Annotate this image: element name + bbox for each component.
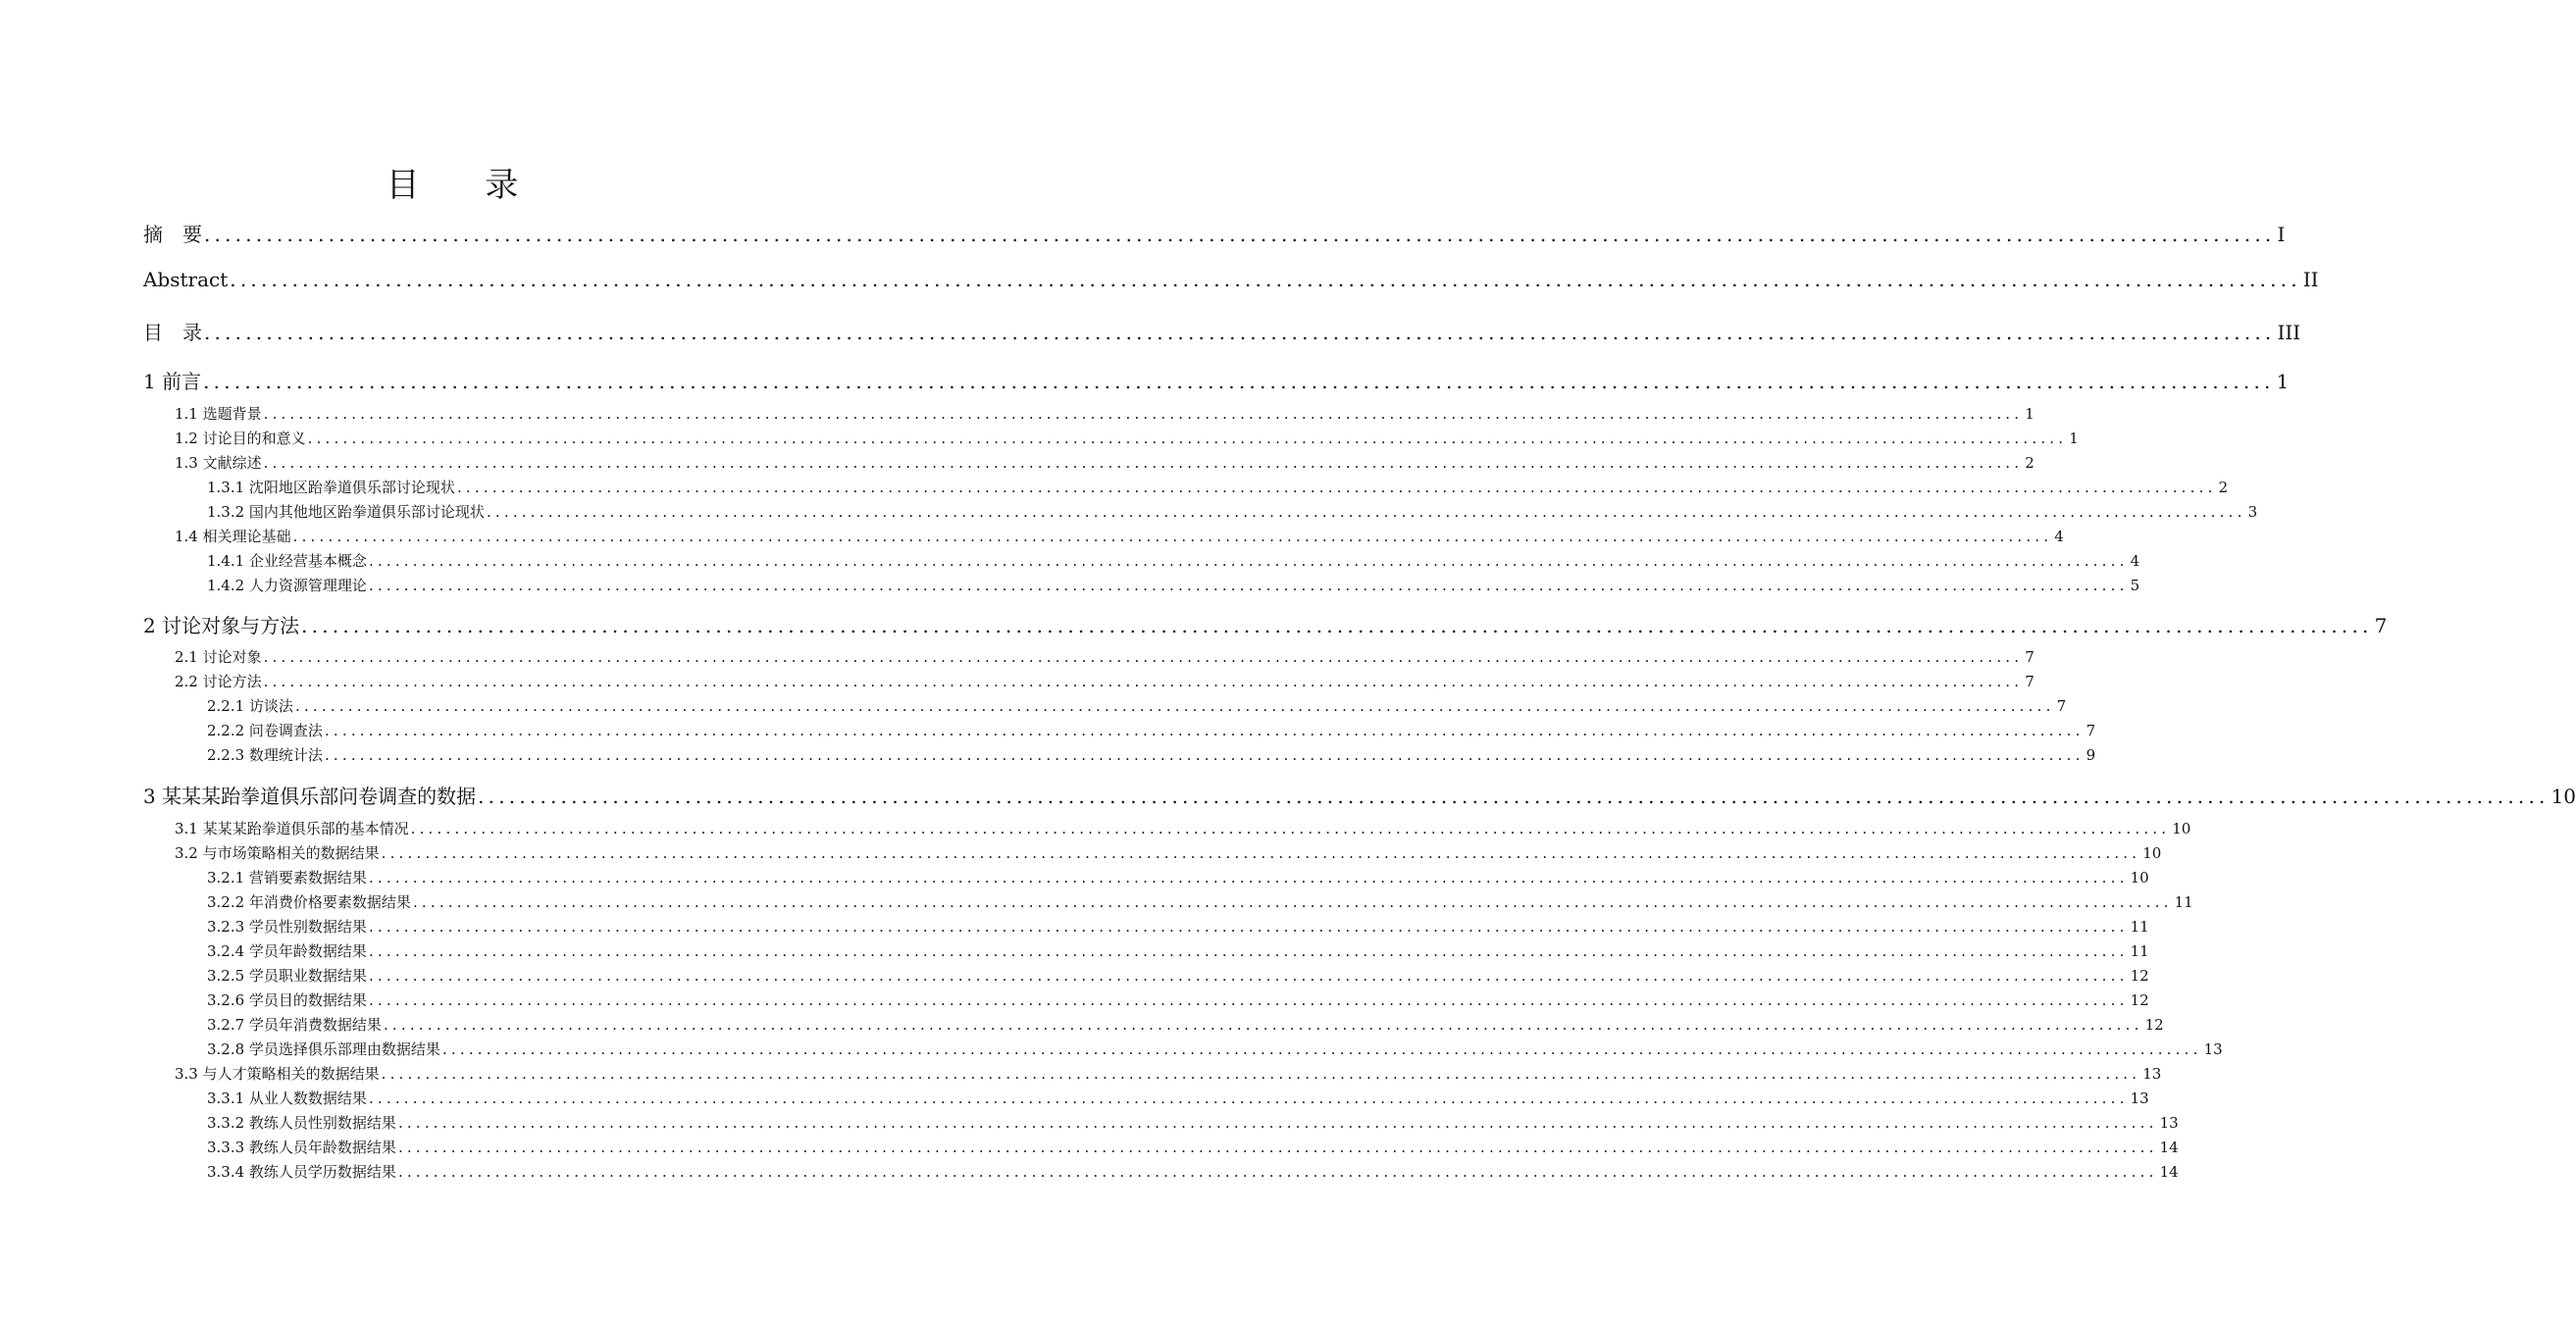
toc-leader-dots: ........................................................................................................................................................................................................ — [263, 405, 2024, 423]
toc-entry-label: 3.3.2 教练人员性别数据结果 — [207, 1114, 396, 1132]
toc-entry[interactable] — [175, 646, 2035, 667]
toc-entry-label: 1.2 讨论目的和意义 — [175, 430, 306, 447]
toc-entry[interactable] — [207, 695, 2067, 716]
toc-entry[interactable] — [175, 403, 2035, 424]
toc-leader-dots: ........................................................................................................................................................................................................ — [263, 673, 2024, 690]
toc-leader-dots: ........................................................................................................................................................................................................ — [397, 1139, 2158, 1156]
toc-entry-page-number: 14 — [2159, 1163, 2179, 1181]
toc-entry-page-number: 13 — [2203, 1040, 2223, 1058]
toc-entry[interactable] — [207, 1137, 2179, 1157]
toc-leader-dots: ........................................................................................................................................................................................................ — [456, 479, 2217, 496]
toc-entry-page-number: II — [2302, 268, 2319, 291]
toc-entry[interactable] — [207, 501, 2258, 522]
toc-entry-label: 2.2.2 问卷调查法 — [207, 722, 323, 739]
toc-entry-label: Abstract — [143, 268, 229, 291]
toc-entry[interactable] — [207, 550, 2140, 571]
toc-leader-dots: ........................................................................................................................................................................................................ — [410, 820, 2171, 837]
toc-leader-dots: ........................................................................................................................................................................................................ — [368, 1090, 2129, 1107]
toc-entry-label: 3.3.4 教练人员学历数据结果 — [207, 1163, 396, 1181]
toc-leader-dots: ........................................................................................................................................................................................................ — [204, 223, 2276, 246]
toc-entry-page-number: III — [2277, 321, 2301, 344]
toc-leader-dots: ........................................................................................................................................................................................................ — [381, 844, 2141, 862]
toc-leader-dots: ........................................................................................................................................................................................................ — [381, 1065, 2141, 1083]
toc-leader-dots: ........................................................................................................................................................................................................ — [324, 746, 2085, 764]
toc-entry[interactable] — [207, 1161, 2179, 1182]
toc-entry[interactable] — [207, 867, 2149, 887]
toc-entry[interactable] — [175, 1063, 2162, 1084]
toc-entry-label: 3.2.7 学员年消费数据结果 — [207, 1016, 382, 1034]
toc-entry-label: 1.4.2 人力资源管理理论 — [207, 577, 367, 594]
toc-leader-dots: ........................................................................................................................................................................................................ — [412, 893, 2173, 911]
toc-entry-label: 3.2.6 学员目的数据结果 — [207, 991, 367, 1009]
page-title: 目 录 — [386, 165, 546, 205]
toc-entry[interactable] — [143, 610, 2388, 638]
toc-entry[interactable] — [175, 526, 2064, 546]
toc-leader-dots: ........................................................................................................................................................................................................ — [324, 722, 2085, 739]
toc-entry-page-number: 5 — [2130, 577, 2140, 594]
toc-entry-page-number: 10 — [2130, 869, 2149, 887]
toc-entry-page-number: 10 — [2142, 844, 2162, 862]
toc-entry-page-number: 13 — [2159, 1114, 2179, 1132]
toc-entry-label: 2.2 讨论方法 — [175, 673, 262, 690]
toc-entry-page-number: 14 — [2159, 1139, 2179, 1156]
toc-entry-label: 1.3.2 国内其他地区跆拳道俱乐部讨论现状 — [207, 503, 485, 521]
toc-entry-label: 2 讨论对象与方法 — [143, 614, 300, 637]
toc-entry[interactable] — [207, 916, 2149, 937]
toc-entry-page-number: 7 — [2025, 673, 2035, 690]
toc-leader-dots: ........................................................................................................................................................................................................ — [397, 1163, 2158, 1181]
toc-entry-page-number: 2 — [2218, 479, 2229, 496]
toc-entry[interactable] — [207, 1014, 2164, 1035]
toc-entry-page-number: 11 — [2130, 942, 2149, 960]
toc-leader-dots: ........................................................................................................................................................................................................ — [294, 697, 2055, 715]
toc-leader-dots: ........................................................................................................................................................................................................ — [478, 785, 2550, 808]
toc-entry[interactable] — [175, 452, 2035, 473]
toc-entry-label: 3.3.1 从业人数数据结果 — [207, 1090, 367, 1107]
toc-entry[interactable] — [175, 428, 2079, 448]
toc-entry-label: 3.2.5 学员职业数据结果 — [207, 967, 367, 985]
toc-leader-dots: ........................................................................................................................................................................................................ — [383, 1016, 2143, 1034]
toc-entry-label: 3.2.3 学员性别数据结果 — [207, 918, 367, 936]
toc-entry-page-number: I — [2277, 223, 2286, 246]
toc-entry-label: 1.4.1 企业经营基本概念 — [207, 552, 367, 570]
toc-entry-label: 3 某某某跆拳道俱乐部问卷调查的数据 — [143, 785, 477, 808]
toc-entry[interactable] — [207, 891, 2193, 912]
toc-entry-page-number: 12 — [2144, 1016, 2164, 1034]
toc-entry-page-number: 2 — [2025, 454, 2035, 472]
toc-entry-page-number: 12 — [2130, 991, 2149, 1009]
toc-entry-label: 目 录 — [143, 321, 202, 344]
toc-leader-dots: ........................................................................................................................................................................................................ — [486, 503, 2246, 521]
toc-entry-page-number: 7 — [2025, 648, 2035, 666]
toc-entry-label: 3.2.4 学员年龄数据结果 — [207, 942, 367, 960]
toc-entry[interactable] — [207, 940, 2149, 961]
toc-leader-dots: ........................................................................................................................................................................................................ — [263, 648, 2024, 666]
toc-leader-dots: ........................................................................................................................................................................................................ — [368, 967, 2129, 985]
toc-entry[interactable] — [207, 1039, 2223, 1059]
toc-entry[interactable] — [207, 744, 2096, 765]
toc-entry-page-number: 7 — [2374, 614, 2388, 637]
toc-entry-label: 摘 要 — [143, 223, 202, 246]
toc-entry[interactable] — [143, 366, 2290, 394]
toc-entry-page-number: 13 — [2142, 1065, 2162, 1083]
toc-entry[interactable] — [175, 842, 2162, 863]
toc-entry-page-number: 10 — [2172, 820, 2191, 837]
toc-leader-dots: ........................................................................................................................................................................................................ — [263, 454, 2024, 472]
toc-entry[interactable] — [143, 219, 2286, 247]
toc-entry-label: 2.2.1 访谈法 — [207, 697, 293, 715]
toc-entry-label: 3.2.2 年消费价格要素数据结果 — [207, 893, 411, 911]
toc-entry-label: 3.2.1 营销要素数据结果 — [207, 869, 367, 887]
toc-leader-dots: ........................................................................................................................................................................................................ — [368, 942, 2129, 960]
toc-leader-dots: ........................................................................................................................................................................................................ — [368, 552, 2129, 570]
toc-entry[interactable] — [143, 268, 2319, 291]
toc-entry-page-number: 3 — [2247, 503, 2258, 521]
toc-leader-dots: ........................................................................................................................................................................................................ — [441, 1040, 2202, 1058]
toc-entry-label: 3.2.8 学员选择俱乐部理由数据结果 — [207, 1040, 440, 1058]
toc-entry[interactable] — [207, 720, 2096, 740]
toc-entry-label: 1.4 相关理论基础 — [175, 528, 291, 545]
toc-leader-dots: ........................................................................................................................................................................................................ — [307, 430, 2068, 447]
toc-entry-page-number: 7 — [2056, 697, 2067, 715]
toc-entry-label: 1.3.1 沈阳地区跆拳道俱乐部讨论现状 — [207, 479, 455, 496]
toc-entry[interactable] — [207, 575, 2140, 595]
toc-entry-label: 1.3 文献综述 — [175, 454, 262, 472]
toc-leader-dots: ........................................................................................................................................................................................................ — [368, 991, 2129, 1009]
toc-entry-page-number: 11 — [2130, 918, 2149, 936]
toc-entry-page-number: 1 — [2276, 370, 2290, 393]
toc-entry[interactable] — [143, 317, 2301, 345]
toc-entry-label: 3.3.3 教练人员年龄数据结果 — [207, 1139, 396, 1156]
toc-leader-dots: ........................................................................................................................................................................................................ — [368, 577, 2129, 594]
toc-leader-dots: ........................................................................................................................................................................................................ — [368, 869, 2129, 887]
toc-entry-page-number: 10 — [2550, 785, 2576, 808]
toc-entry-page-number: 4 — [2130, 552, 2140, 570]
toc-entry[interactable] — [207, 965, 2149, 986]
toc-entry[interactable] — [207, 1088, 2149, 1108]
toc-leader-dots: ........................................................................................................................................................................................................ — [230, 268, 2301, 291]
toc-entry-label: 1 前言 — [143, 370, 202, 393]
toc-entry[interactable] — [207, 1112, 2179, 1133]
toc-leader-dots: ........................................................................................................................................................................................................ — [204, 321, 2276, 344]
toc-entry-page-number: 11 — [2174, 893, 2193, 911]
toc-leader-dots: ........................................................................................................................................................................................................ — [397, 1114, 2158, 1132]
toc-entry[interactable] — [175, 818, 2191, 838]
toc-entry-label: 3.2 与市场策略相关的数据结果 — [175, 844, 380, 862]
toc-entry-page-number: 4 — [2054, 528, 2064, 545]
toc-leader-dots: ........................................................................................................................................................................................................ — [292, 528, 2053, 545]
toc-entry[interactable] — [175, 671, 2035, 691]
toc-entry-page-number: 13 — [2130, 1090, 2149, 1107]
toc-leader-dots: ........................................................................................................................................................................................................ — [203, 370, 2275, 393]
toc-entry-label: 3.3 与人才策略相关的数据结果 — [175, 1065, 380, 1083]
toc-leader-dots: ........................................................................................................................................................................................................ — [301, 614, 2373, 637]
toc-entry-page-number: 9 — [2086, 746, 2096, 764]
toc-entry-label: 1.1 选题背景 — [175, 405, 262, 423]
toc-entry-page-number: 1 — [2025, 405, 2035, 423]
toc-entry[interactable] — [143, 781, 2576, 809]
toc-entry[interactable] — [207, 477, 2229, 497]
toc-entry-page-number: 7 — [2086, 722, 2096, 739]
toc-entry-label: 2.1 讨论对象 — [175, 648, 262, 666]
toc-entry[interactable] — [207, 989, 2149, 1010]
toc-entry-page-number: 1 — [2069, 430, 2079, 447]
toc-entry-label: 3.1 某某某跆拳道俱乐部的基本情况 — [175, 820, 409, 837]
toc-entry-label: 2.2.3 数理统计法 — [207, 746, 323, 764]
toc-leader-dots: ........................................................................................................................................................................................................ — [368, 918, 2129, 936]
toc-entry-page-number: 12 — [2130, 967, 2149, 985]
